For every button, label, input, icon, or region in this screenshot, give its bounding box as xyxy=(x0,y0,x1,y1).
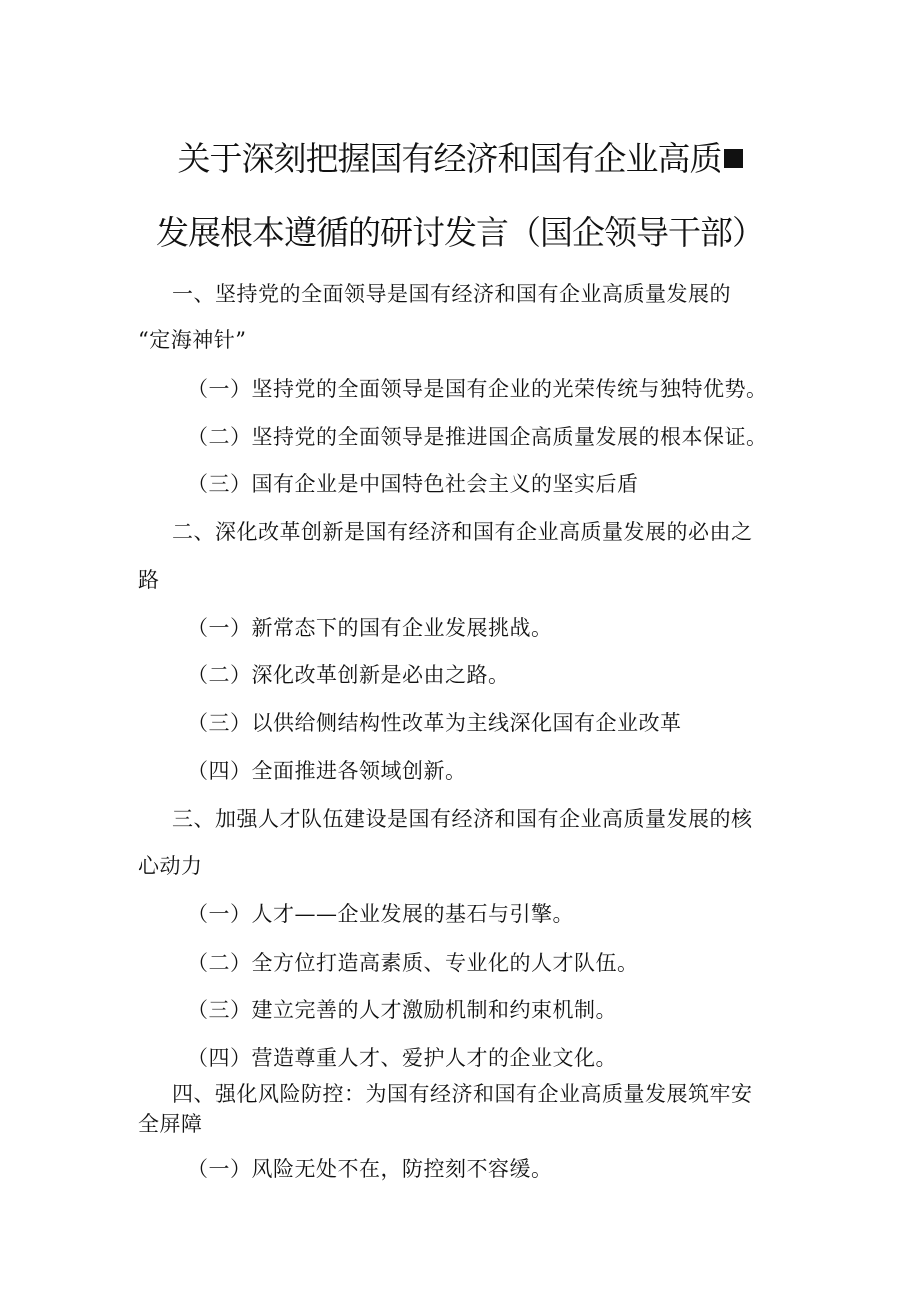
section-3-item-4: （四）营造尊重人才、爱护人才的企业文化。 xyxy=(187,1046,617,1070)
section-4-item-1: （一）风险无处不在，防控刻不容缓。 xyxy=(187,1157,553,1181)
section-3-item-1: （一）人才——企业发展的基石与引擎。 xyxy=(187,902,574,926)
title-text-1: 关于深刻把握国有经济和国有企业高质 xyxy=(177,139,722,178)
section-3-heading-continued: 心动力 xyxy=(138,854,203,878)
section-4-heading: 四、强化风险防控：为国有经济和国有企业高质量发展筑牢安 xyxy=(172,1082,753,1106)
section-1-item-3: （三）国有企业是中国特色社会主义的坚实后盾 xyxy=(187,472,639,496)
black-square-mark xyxy=(724,149,743,168)
section-3-item-3: （三）建立完善的人才激励机制和约束机制。 xyxy=(187,998,617,1022)
section-1-item-2: （二）坚持党的全面领导是推进国企高质量发展的根本保证。 xyxy=(187,425,768,449)
section-1-heading: 一、坚持党的全面领导是国有经济和国有企业高质量发展的 xyxy=(172,282,731,306)
section-1-heading-continued: “定海神针” xyxy=(138,328,247,352)
document-title-line-1 xyxy=(0,139,920,179)
section-3-heading: 三、加强人才队伍建设是国有经济和国有企业高质量发展的核 xyxy=(172,807,753,831)
section-2-item-2: （二）深化改革创新是必由之路。 xyxy=(187,663,510,687)
section-2-item-3: （三）以供给侧结构性改革为主线深化国有企业改革 xyxy=(187,711,682,735)
section-2-item-4: （四）全面推进各领域创新。 xyxy=(187,759,467,783)
document-title-line-2: 发展根本遵循的研讨发言（国企领导干部） xyxy=(156,213,764,252)
section-3-item-2: （二）全方位打造高素质、专业化的人才队伍。 xyxy=(187,951,639,975)
section-2-heading-continued: 路 xyxy=(138,568,160,592)
section-4-heading-continued: 全屏障 xyxy=(138,1112,203,1136)
section-2-heading: 二、深化改革创新是国有经济和国有企业高质量发展的必由之 xyxy=(172,520,753,544)
section-2-item-1: （一）新常态下的国有企业发展挑战。 xyxy=(187,616,553,640)
section-1-item-1: （一）坚持党的全面领导是国有企业的光荣传统与独特优势。 xyxy=(187,377,768,401)
